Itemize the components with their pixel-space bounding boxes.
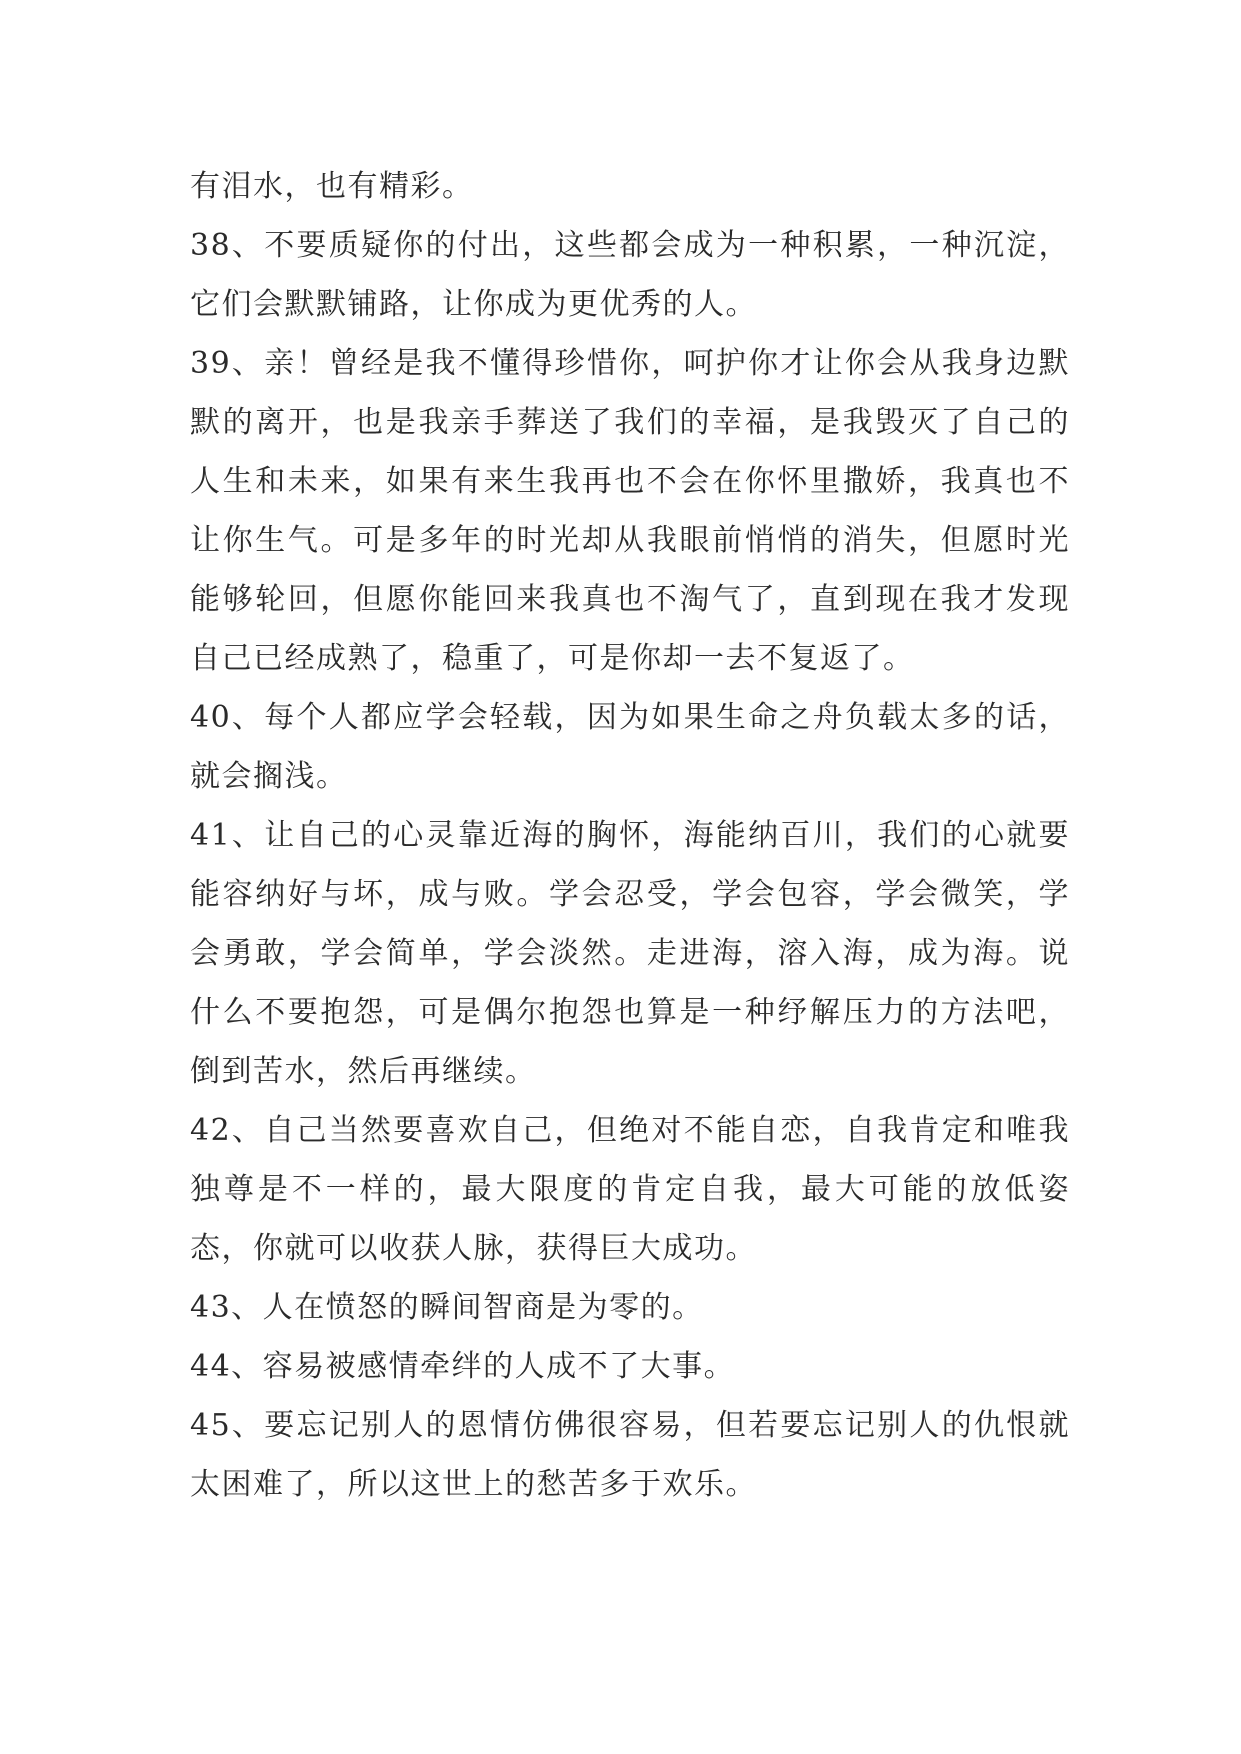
paragraph-38: 38、不要质疑你的付出，这些都会成为一种积累，一种沉淀，它们会默默铺路，让你成为更优秀的人。 — [190, 228, 1070, 322]
paragraph-45: 45、要忘记别人的恩情仿佛很容易，但若要忘记别人的仇恨就太困难了，所以这世上的愁苦多于欢乐。 — [190, 1408, 1070, 1502]
paragraph-43: 43、人在愤怒的瞬间智商是为零的。 — [190, 1290, 704, 1325]
paragraph-continuation: 有泪水，也有精彩。 — [190, 169, 474, 204]
document-body — [190, 157, 1070, 1514]
paragraph-44: 44、容易被感情牵绊的人成不了大事。 — [190, 1349, 736, 1384]
paragraph-41: 41、让自己的心灵靠近海的胸怀，海能纳百川，我们的心就要能容纳好与坏，成与败。学会忍受，学会包容，学会微笑，学会勇敢，学会简单，学会淡然。走进海，溶入海，成为海。说什么不要抱怨，可是偶尔抱怨也算是一种纾解压力的方法吧，倒到苦水，然后再继续。 — [190, 818, 1070, 1089]
paragraph-39: 39、亲！曾经是我不懂得珍惜你，呵护你才让你会从我身边默默的离开，也是我亲手葬送了我们的幸福，是我毁灭了自己的人生和未来，如果有来生我再也不会在你怀里撒娇，我真也不让你生气。可是多年的时光却从我眼前悄悄的消失，但愿时光能够轮回，但愿你能回来我真也不淘气了，直到现在我才发现自己已经成熟了，稳重了，可是你却一去不复返了。 — [190, 346, 1070, 676]
paragraph-42: 42、自己当然要喜欢自己，但绝对不能自恋，自我肯定和唯我独尊是不一样的，最大限度的肯定自我，最大可能的放低姿态，你就可以收获人脉，获得巨大成功。 — [190, 1113, 1070, 1266]
paragraph-40: 40、每个人都应学会轻载，因为如果生命之舟负载太多的话，就会搁浅。 — [190, 700, 1070, 794]
